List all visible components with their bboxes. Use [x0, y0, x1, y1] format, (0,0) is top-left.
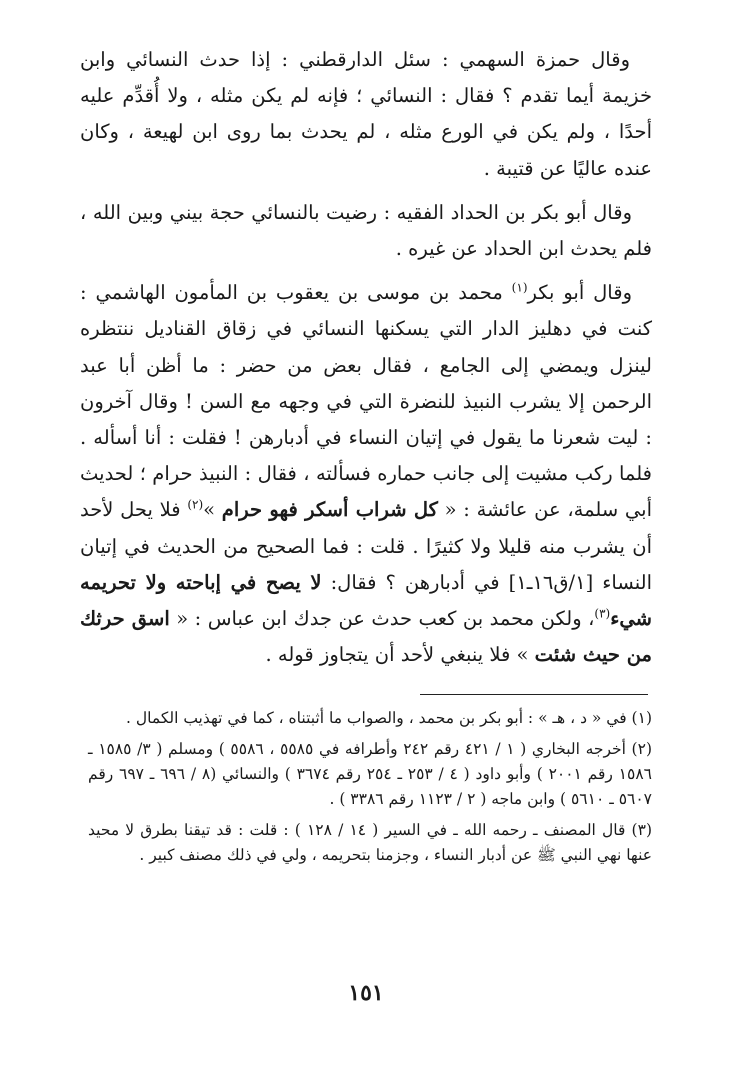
- paragraph-3: [80, 275, 652, 673]
- main-text: [80, 42, 652, 681]
- footnote-ref-2: (٢): [187, 497, 204, 512]
- hadith-quote-1: كل شراب أسكر فهو حرام: [221, 498, 438, 522]
- bold-phrase: لا يصح في إباحته ولا تحريمه شيء: [80, 570, 652, 631]
- page-number: ١٥١: [348, 980, 384, 1006]
- paragraph-3-text-a: محمد بن موسى بن يعقوب بن المأمون الهاشمي : كنت في دهليز الدار التي يسكنها النسائي في زقاق القناديل ننتظره لينزل ويمضي إلى الجامع ، فقال بعض من حضر : ما أظن أبا عبد الرحمن إلا يشرب النبيذ للنضرة التي في وجهه مع السن ! وقال آخرون : ليت شعرنا ما يقول في إتيان النساء في أدبارهن ! فقلت : أنا أسأله . فلما ركب مشيت إلى جانب حماره فسألته ، فقال : النبيذ حرام ؛ لحديث أبي سلمة، عن عائشة : «: [80, 281, 652, 522]
- paragraph-3-lead: وقال أبو بكر: [527, 281, 632, 305]
- footnote-divider: [420, 694, 648, 695]
- paragraph-3-text-e: » فلا ينبغي لأحد أن يتجاوز قوله .: [265, 643, 535, 667]
- paragraph-3-text-b: »: [203, 498, 222, 522]
- footnote-2: (٢) أخرجه البخاري ( ١ / ٤٢١ رقم ٢٤٢ وأطرافه في ٥٥٨٥ ، ٥٥٨٦ ) ومسلم ( ٣/ ١٥٨٥ ـ ١٥٨٦ رقم ٢٠٠١ ) وأبو داود ( ٤ / ٢٥٣ ـ ٢٥٤ رقم ٣٦٧٤ ) والنسائي (٨ / ٦٩٦ ـ ٦٩٧ رقم ٥٦٠٧ ـ ٥٦١٠ ) وابن ماجه ( ٢ / ١١٢٣ رقم ٣٣٨٦ ) .: [88, 740, 652, 808]
- footnote-ref-1: (١): [511, 280, 528, 295]
- paragraph-3-text-c: فلا يحل لأحد أن يشرب منه قليلا ولا كثيرًا . قلت : فما الصحيح من الحديث في إتيان النساء [١/ق١٦ـ١] في أدبارهن ؟ فقال:: [80, 498, 652, 594]
- paragraph-2: وقال أبو بكر بن الحداد الفقيه : رضيت بالنسائي حجة بيني وبين الله ، فلم يحدث ابن الحداد عن غيره .: [80, 200, 652, 261]
- footnote-3: (٣) قال المصنف ـ رحمه الله ـ في السير ( ١٤ / ١٢٨ ) : قلت : قد تيقنا بطرق لا محيد عنها نهي النبي ﷺ عن أدبار النساء ، وجزمنا بتحريمه ، ولي في ذلك مصنف كبير .: [88, 821, 652, 864]
- hadith-quote-2: اسق حرثك من حيث شئت: [80, 607, 652, 667]
- footnote-ref-3: (٣): [594, 606, 611, 621]
- footnote-1: (١) في « د ، هـ » : أبو بكر بن محمد ، والصواب ما أثبتناه ، كما في تهذيب الكمال .: [126, 709, 652, 727]
- footnotes: [88, 706, 652, 874]
- paragraph-3-text-d: ، ولكن محمد بن كعب حدث عن جدك ابن عباس : «: [169, 607, 595, 631]
- paragraph-1: وقال حمزة السهمي : سئل الدارقطني : إذا حدث النسائي وابن خزيمة أيما تقدم ؟ فقال : النسائي ؛ فإنه لم يكن مثله ، ولا أُقدِّم عليه أحدًا ، ولم يكن في الورع مثله ، لم يحدث بما روى ابن لهيعة ، وكان عنده عاليًا عن قتيبة .: [80, 48, 652, 180]
